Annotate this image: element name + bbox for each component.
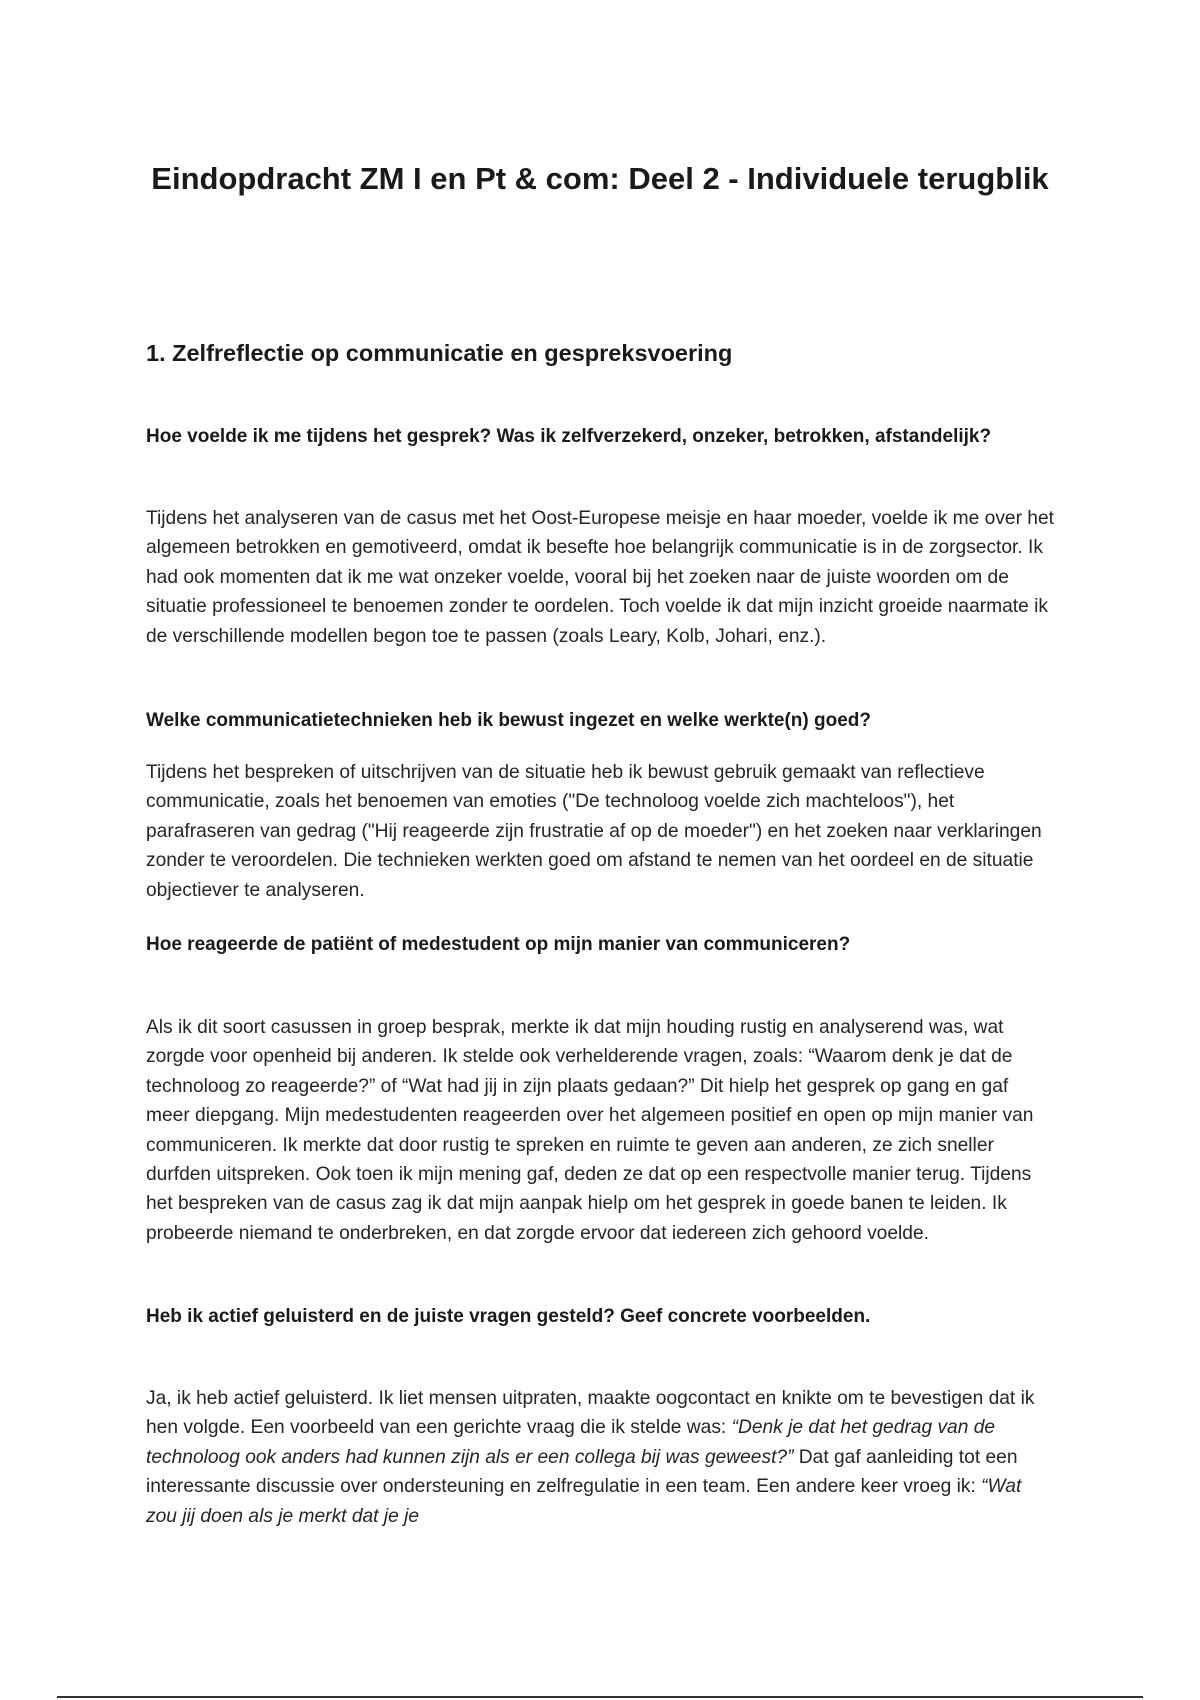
answer-2: Tijdens het bespreken of uitschrijven van de situatie heb ik bewust gebruik gemaakt van reflectieve communicatie, zoals het benoemen van emoties ("De technoloog voelde zich machteloos"), het parafraseren van gedrag ("Hij reageerde zijn frustratie af op de moeder") en het zoeken naar verklaringen zonder te veroordelen. Die technieken werkten goed om afstand te nemen van het oordeel en de situatie objectiever te analyseren. xyxy=(146,762,1042,901)
question-1: Hoe voelde ik me tijdens het gesprek? Was ik zelfverzekerd, onzeker, betrokken, afstandelijk? xyxy=(146,426,992,447)
answer-4 xyxy=(146,1384,1054,1531)
answer-4-quote-2: “Wat zou jij doen als je merkt dat je je xyxy=(146,1476,1022,1527)
document-title: Eindopdracht ZM I en Pt & com: Deel 2 - Individuele terugblik xyxy=(151,161,1049,196)
question-3: Hoe reageerde de patiënt of medestudent op mijn manier van communiceren? xyxy=(146,934,851,955)
answer-4-quote-1: “Denk je dat het gedrag van de technoloog ook anders had kunnen zijn als er een collega bij was geweest?” xyxy=(146,1417,996,1468)
answer-4-text-2: Dat gaf aanleiding tot een interessante discussie over ondersteuning en zelfregulatie in een team. Een andere keer vroeg ik: xyxy=(146,1446,1018,1498)
page-bottom-rule xyxy=(57,1696,1143,1698)
question-2: Welke communicatietechnieken heb ik bewust ingezet en welke werkte(n) goed? xyxy=(146,710,872,731)
answer-4-text-1: Ja, ik heb actief geluisterd. Ik liet mensen uitpraten, maakte oogcontact en knikte om te bevestigen dat ik hen volgde. Een voorbeeld van een gerichte vraag die ik stelde was: xyxy=(146,1388,1035,1439)
answer-1: Tijdens het analyseren van de casus met het Oost-Europese meisje en haar moeder, voelde ik me over het algemeen betrokken en gemotiveerd, omdat ik besefte hoe belangrijk communicatie is in de zorgsector. Ik had ook momenten dat ik me wat onzeker voelde, vooral bij het zoeken naar de juiste woorden om de situatie professioneel te benoemen zonder te oordelen. Toch voelde ik dat mijn inzicht groeide naarmate ik de verschillende modellen begon toe te passen (zoals Leary, Kolb, Johari, enz.). xyxy=(146,508,1054,647)
answer-3: Als ik dit soort casussen in groep besprak, merkte ik dat mijn houding rustig en analyserend was, wat zorgde voor openheid bij anderen. Ik stelde ook verhelderende vragen, zoals: “Waarom denk je dat de technoloog zo reageerde?” of “Wat had jij in zijn plaats gedaan?” Dit hielp het gesprek op gang en gaf meer diepgang. Mijn medestudenten reageerden over het algemeen positief en open op mijn manier van communiceren. Ik merkte dat door rustig te spreken en ruimte te geven aan anderen, ze zich sneller durfden uitspreken. Ook toen ik mijn mening gaf, deden ze dat op een respectvolle manier terug. Tijdens het bespreken van de casus zag ik dat mijn aanpak hielp om het gesprek in goede banen te leiden. Ik probeerde niemand te onderbreken, en dat zorgde ervoor dat iedereen zich gehoord voelde. xyxy=(146,1017,1034,1244)
question-4: Heb ik actief geluisterd en de juiste vragen gesteld? Geef concrete voorbeelden. xyxy=(146,1306,871,1327)
section-heading: 1. Zelfreflectie op communicatie en gespreksvoering xyxy=(146,340,733,366)
